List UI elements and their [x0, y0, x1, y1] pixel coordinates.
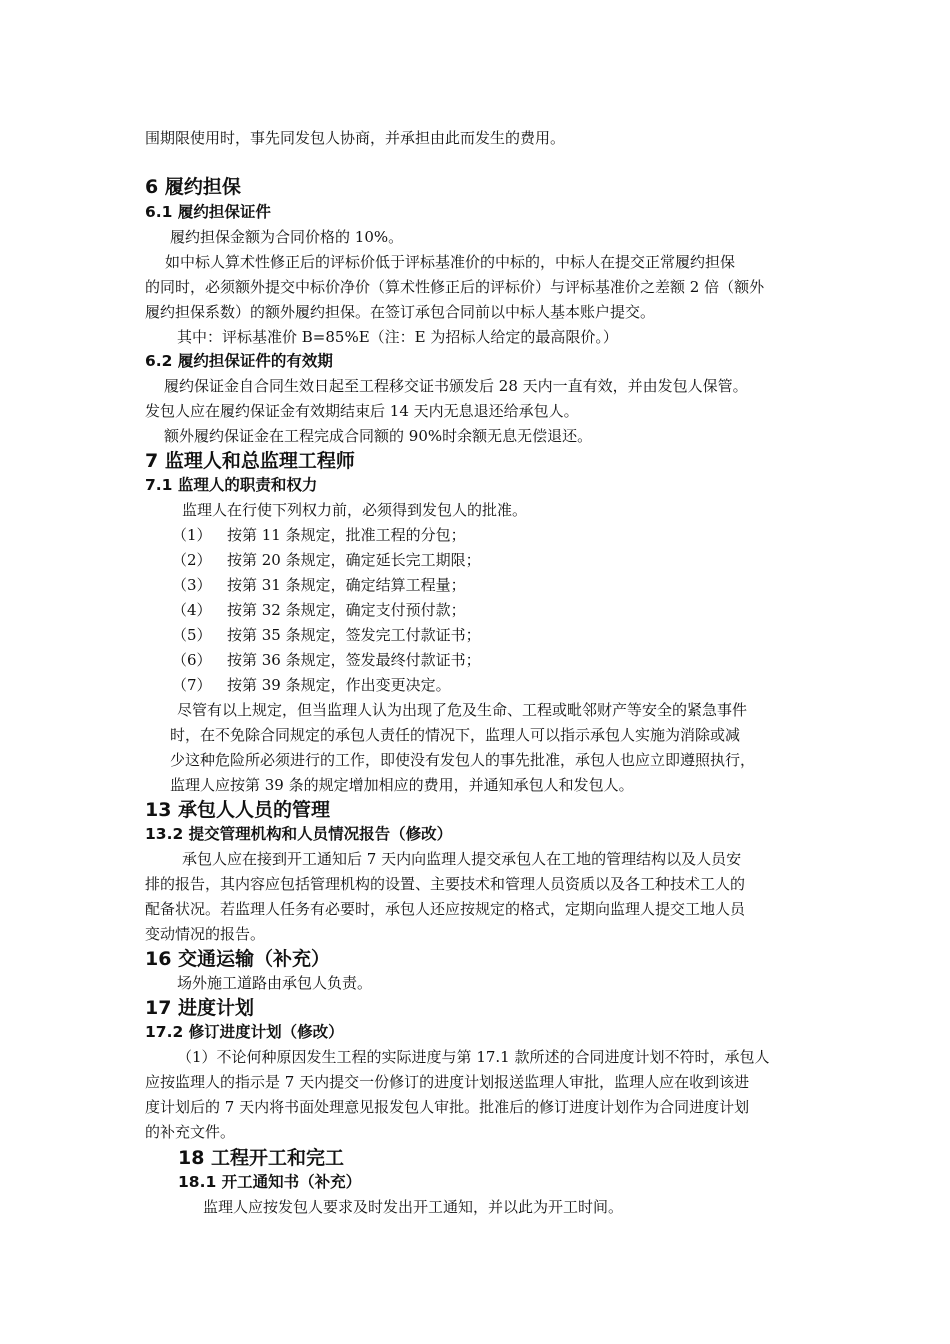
- s71-paragraph-1: 监理人在行使下列权力前，必须得到发包人的批准。: [182, 501, 528, 519]
- list-item: [172, 625, 481, 645]
- list-item-number: （2）: [172, 551, 212, 569]
- list-item-number: （7）: [172, 676, 212, 694]
- s172-paragraph-line-3: 度计划后的 7 天内将书面处理意见报发包人审批。批准后的修订进度计划作为合同进度计划: [145, 1098, 750, 1116]
- section-16-heading: 16 交通运输（补充）: [145, 948, 331, 970]
- section-6-1-heading: 6.1 履约担保证件: [145, 203, 271, 221]
- s132-paragraph-line-3: 配备状况。若监理人任务有必要时，承包人还应按规定的格式，定期向监理人提交工地人员: [145, 900, 746, 918]
- s172-paragraph-line-1: （1）不论何种原因发生工程的实际进度与第 17.1 款所述的合同进度计划不符时，承包人: [177, 1048, 770, 1066]
- list-item: [172, 575, 466, 595]
- list-item-number: （1）: [172, 526, 212, 544]
- list-item: [172, 525, 466, 545]
- s71-paragraph-2-line-3: 少这种危险所必须进行的工作，即使没有发包人的事先批准，承包人也应立即遵照执行，: [170, 751, 756, 769]
- list-item-text: 按第 11 条规定，批准工程的分包；: [227, 526, 466, 544]
- section-18-heading: 18 工程开工和完工: [178, 1147, 345, 1169]
- list-item-text: 按第 39 条规定，作出变更决定。: [227, 676, 451, 694]
- s132-paragraph-line-1: 承包人应在接到开工通知后 7 天内向监理人提交承包人在工地的管理结构以及人员安: [182, 850, 742, 868]
- s16-paragraph: 场外施工道路由承包人负责。: [177, 974, 373, 992]
- s132-paragraph-line-2: 排的报告，其内容应包括管理机构的设置、主要技术和管理人员资质以及各工种技术工人的: [145, 875, 746, 893]
- list-item: [172, 600, 466, 620]
- section-7-1-heading: 7.1 监理人的职责和权力: [145, 476, 318, 494]
- s172-paragraph-line-4: 的补充文件。: [145, 1123, 236, 1141]
- s61-paragraph-2-line-3: 履约担保系数）的额外履约担保。在签订承包合同前以中标人基本账户提交。: [145, 303, 656, 321]
- list-item-text: 按第 20 条规定，确定延长完工期限；: [227, 551, 481, 569]
- s62-paragraph-1-line-1: 履约保证金自合同生效日起至工程移交证书颁发后 28 天内一直有效，并由发包人保管。: [164, 377, 748, 395]
- list-item-number: （4）: [172, 601, 212, 619]
- s181-paragraph: 监理人应按发包人要求及时发出开工通知，并以此为开工时间。: [203, 1198, 624, 1216]
- s61-paragraph-2-line-1: 如中标人算术性修正后的评标价低于评标基准价的中标的，中标人在提交正常履约担保: [165, 253, 736, 271]
- s132-paragraph-line-4: 变动情况的报告。: [145, 925, 266, 943]
- section-18-1-heading: 18.1 开工通知书（补充）: [178, 1173, 362, 1191]
- section-17-heading: 17 进度计划: [145, 997, 255, 1019]
- s62-paragraph-1-line-2: 发包人应在履约保证金有效期结束后 14 天内无息退还给承包人。: [145, 402, 579, 420]
- list-item-number: （6）: [172, 651, 212, 669]
- section-13-heading: 13 承包人人员的管理: [145, 799, 331, 821]
- list-item: [172, 675, 451, 695]
- s62-paragraph-2: 额外履约保证金在工程完成合同额的 90%时余额无息无偿退还。: [164, 427, 593, 445]
- list-item-text: 按第 31 条规定，确定结算工程量；: [227, 576, 466, 594]
- section-6-2-heading: 6.2 履约担保证件的有效期: [145, 352, 333, 370]
- list-item-number: （5）: [172, 626, 212, 644]
- list-item-number: （3）: [172, 576, 212, 594]
- list-item-text: 按第 36 条规定，签发最终付款证书；: [227, 651, 481, 669]
- s71-paragraph-2-line-1: 尽管有以上规定，但当监理人认为出现了危及生命、工程或毗邻财产等安全的紧急事件: [177, 701, 748, 719]
- s61-paragraph-1: 履约担保金额为合同价格的 10%。: [170, 228, 404, 246]
- section-6-heading: 6 履约担保: [145, 176, 241, 198]
- list-item-text: 按第 32 条规定，确定支付预付款；: [227, 601, 466, 619]
- s71-paragraph-2-line-2: 时，在不免除合同规定的承包人责任的情况下，监理人可以指示承包人实施为消除或减: [170, 726, 741, 744]
- section-7-heading: 7 监理人和总监理工程师: [145, 450, 355, 472]
- s61-paragraph-2-line-2: 的同时，必须额外提交中标价净价（算术性修正后的评标价）与评标基准价之差额 2 倍（额外: [145, 278, 765, 296]
- list-item: [172, 650, 481, 670]
- s172-paragraph-line-2: 应按监理人的指示是 7 天内提交一份修订的进度计划报送监理人审批，监理人应在收到该进: [145, 1073, 750, 1091]
- s71-paragraph-2-line-4: 监理人应按第 39 条的规定增加相应的费用，并通知承包人和发包人。: [170, 776, 634, 794]
- section-17-2-heading: 17.2 修订进度计划（修改）: [145, 1023, 344, 1041]
- list-item: [172, 550, 481, 570]
- s61-paragraph-3: 其中：评标基准价 B=85%E（注：E 为招标人给定的最高限价。）: [177, 328, 618, 346]
- intro-line: 围期限使用时，事先同发包人协商，并承担由此而发生的费用。: [145, 129, 566, 147]
- section-13-2-heading: 13.2 提交管理机构和人员情况报告（修改）: [145, 825, 453, 843]
- list-item-text: 按第 35 条规定，签发完工付款证书；: [227, 626, 481, 644]
